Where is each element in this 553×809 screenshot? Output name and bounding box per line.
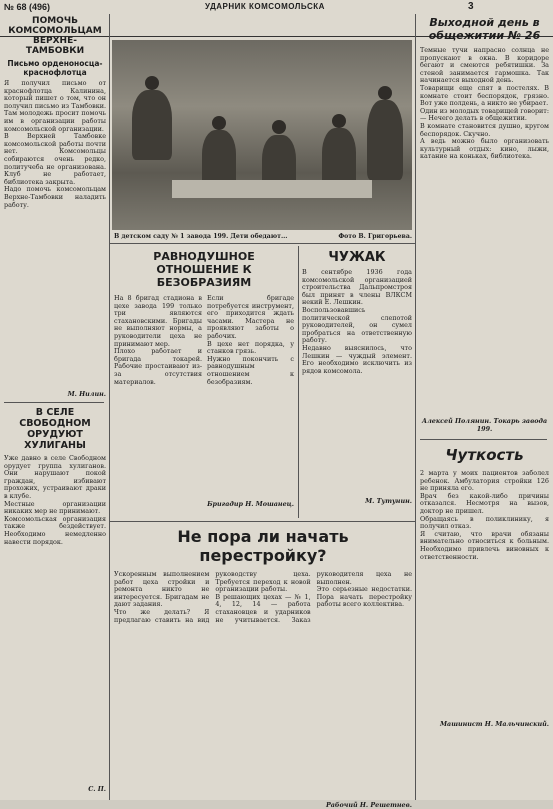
article-body: Я получил письмо от краснофлотца Калинина, который пишет о том, что он получил письмо из Тамбовки. Там молодежь просит помочь им в организации работы комсомольской организации. В Верхней Тамбовке комсомольской работы почти нет. Комсомольцы собираются очень редко, политучеба не организована. Клуб не работает, библиотека закрыта. Надо помочь комсомольцам Верхне-Тамбовки наладить работу. [4,79,106,209]
divider [110,521,415,522]
article-signature: Рабочий Н. Решетнев. [325,801,412,809]
kindergarten-photo [112,40,412,230]
article-signature: Машинист Н. Мальчинский. [439,720,549,728]
article-body: В сентябре 1936 года комсомольской организацией строительства Дальпромстроя был принят в члены ВЛКСМ некий Е. Лешкин. Воспользовавшись политической слепотой руководителей, он сумел пробраться на ответственную работу. Недавно выяснилось, что Лешкин — чуждый элемент. Его необходимо исключить из рядов комсомола. [302,268,412,375]
column-rule [415,14,416,800]
article-headline: ПОМОЧЬ КОМСОМОЛЬЦАМ ВЕРХНЕ-ТАМБОВКИ [8,16,102,56]
photo-caption: В детском саду № 1 завода 199. Дети обедают... [114,233,288,240]
column-rule [109,14,110,800]
divider [420,439,547,440]
issue-number: № 68 (496) [4,2,51,12]
article-signature: М. Тутунин. [365,497,412,505]
article-body: Темные тучи напрасно солнца не пропускают в окна. В коридоре бегают и смеются ребятишки. За стеной занимается гармошка. Так начинается выходной день. Товарищи еще спят в постелях. В комнате стоит беспорядок, грязно. Вот уже полдень, а никто не убирает. Один из молодых товарищей говорит: — Нечего делать в общежитии. В комнате становится душно, кругом беспорядок. Скучно. А ведь можно было организовать культурный отдых: кино, лыжи, катание на коньках, библиотека. [420,46,549,161]
page-number: 3 [468,1,474,12]
column-rule [298,246,299,518]
article-body: Уже давно в селе Свободном орудует группа хулиганов. Они нарушают покой граждан, избивают прохожих, устраивают драки в клубе. Местные организации никаких мер не принимают. Комсомольская организация также бездействует. Необходимо немедленно навести порядок. [4,454,106,546]
article-headline: Выходной день в общежитии № 26 [428,16,541,42]
article-body: Если бригаде потребуется инструмент, его приходится ждать часами. Мастера не проявляют заботы о рабочих. В цехе нет порядка, у станков грязь. Нужно покончить с равнодушным отношением к безобразиям. [207,294,294,386]
middle-article [302,250,412,520]
divider [4,402,104,403]
bottom-article [114,527,412,809]
photo-figure [212,116,226,130]
article-signature: М. Нилин. [67,390,106,398]
photo-table [172,180,372,198]
article-headline: Не пора ли начать перестройку? [177,527,349,565]
photo-figure [132,90,172,160]
photo-figure [145,76,159,90]
divider [110,243,415,244]
article-body: 2 марта у моих пациентов заболел ребенок. Амбулатория стройки 126 не приняла его. Врач без какой-либо причины отказался. Несмотря на вызов, доктор не пришел. Обращаясь в поликлинику, я получил отказ. Я считаю, что врачи обязаны внимательно относиться к больным. Необходимо привлечь виновных к ответственности. [420,469,549,561]
article-headline: РАВНОДУШНОЕ ОТНОШЕНИЕ К БЕЗОБРАЗИЯМ [153,250,255,289]
article-subheadline: Письмо орденоносца-краснофлотца [7,59,103,77]
middle-article [114,250,294,520]
left-column [4,16,106,800]
article-signature: С. П. [88,785,106,793]
paper-name: УДАРНИК КОМСОМОЛЬСКА [205,2,325,11]
article-signature: Бригадир Н. Мошанец. [207,500,294,508]
photo-credit: Фото В. Григорьева. [338,233,412,240]
article-body: На 8 бригад стадиона в цехе завода 199 только три являются стахановскими. Бригады не выполняют нормы, а руководители цеха не принимают мер. Плохо работает и бригада токарей. Рабочие простаивают из-за отсутствия материалов. [114,294,202,386]
article-headline: Чуткость [445,446,524,464]
article-signature: Алексей Полянин. Токарь завода 199. [421,417,548,433]
article-headline: В СЕЛЕ СВОБОДНОМ ОРУДУЮТ ХУЛИГАНЫ [19,407,91,451]
photo-figure [378,86,392,100]
article-body: Ускоренным выполнением работ цеха стройки и ремонта никто не интересуется. Бригадам не дают задания. Что же делать? Я предлагаю ставить на вид руководству цеха. Требуется переход к новой организации работы. В решающих цехах — № 1, 4, 12, 14 — работа стахановцев и ударников не учитывается. Заказ руководителя цеха не выполнен. Это серьезные недостатки. Пора начать перестройку работы всего коллектива. [114,570,412,624]
right-column [420,16,549,800]
photo-figure [367,100,403,180]
photo-figure [272,120,286,134]
photo-figure [332,114,346,128]
article-headline: ЧУЖАК [328,250,386,265]
